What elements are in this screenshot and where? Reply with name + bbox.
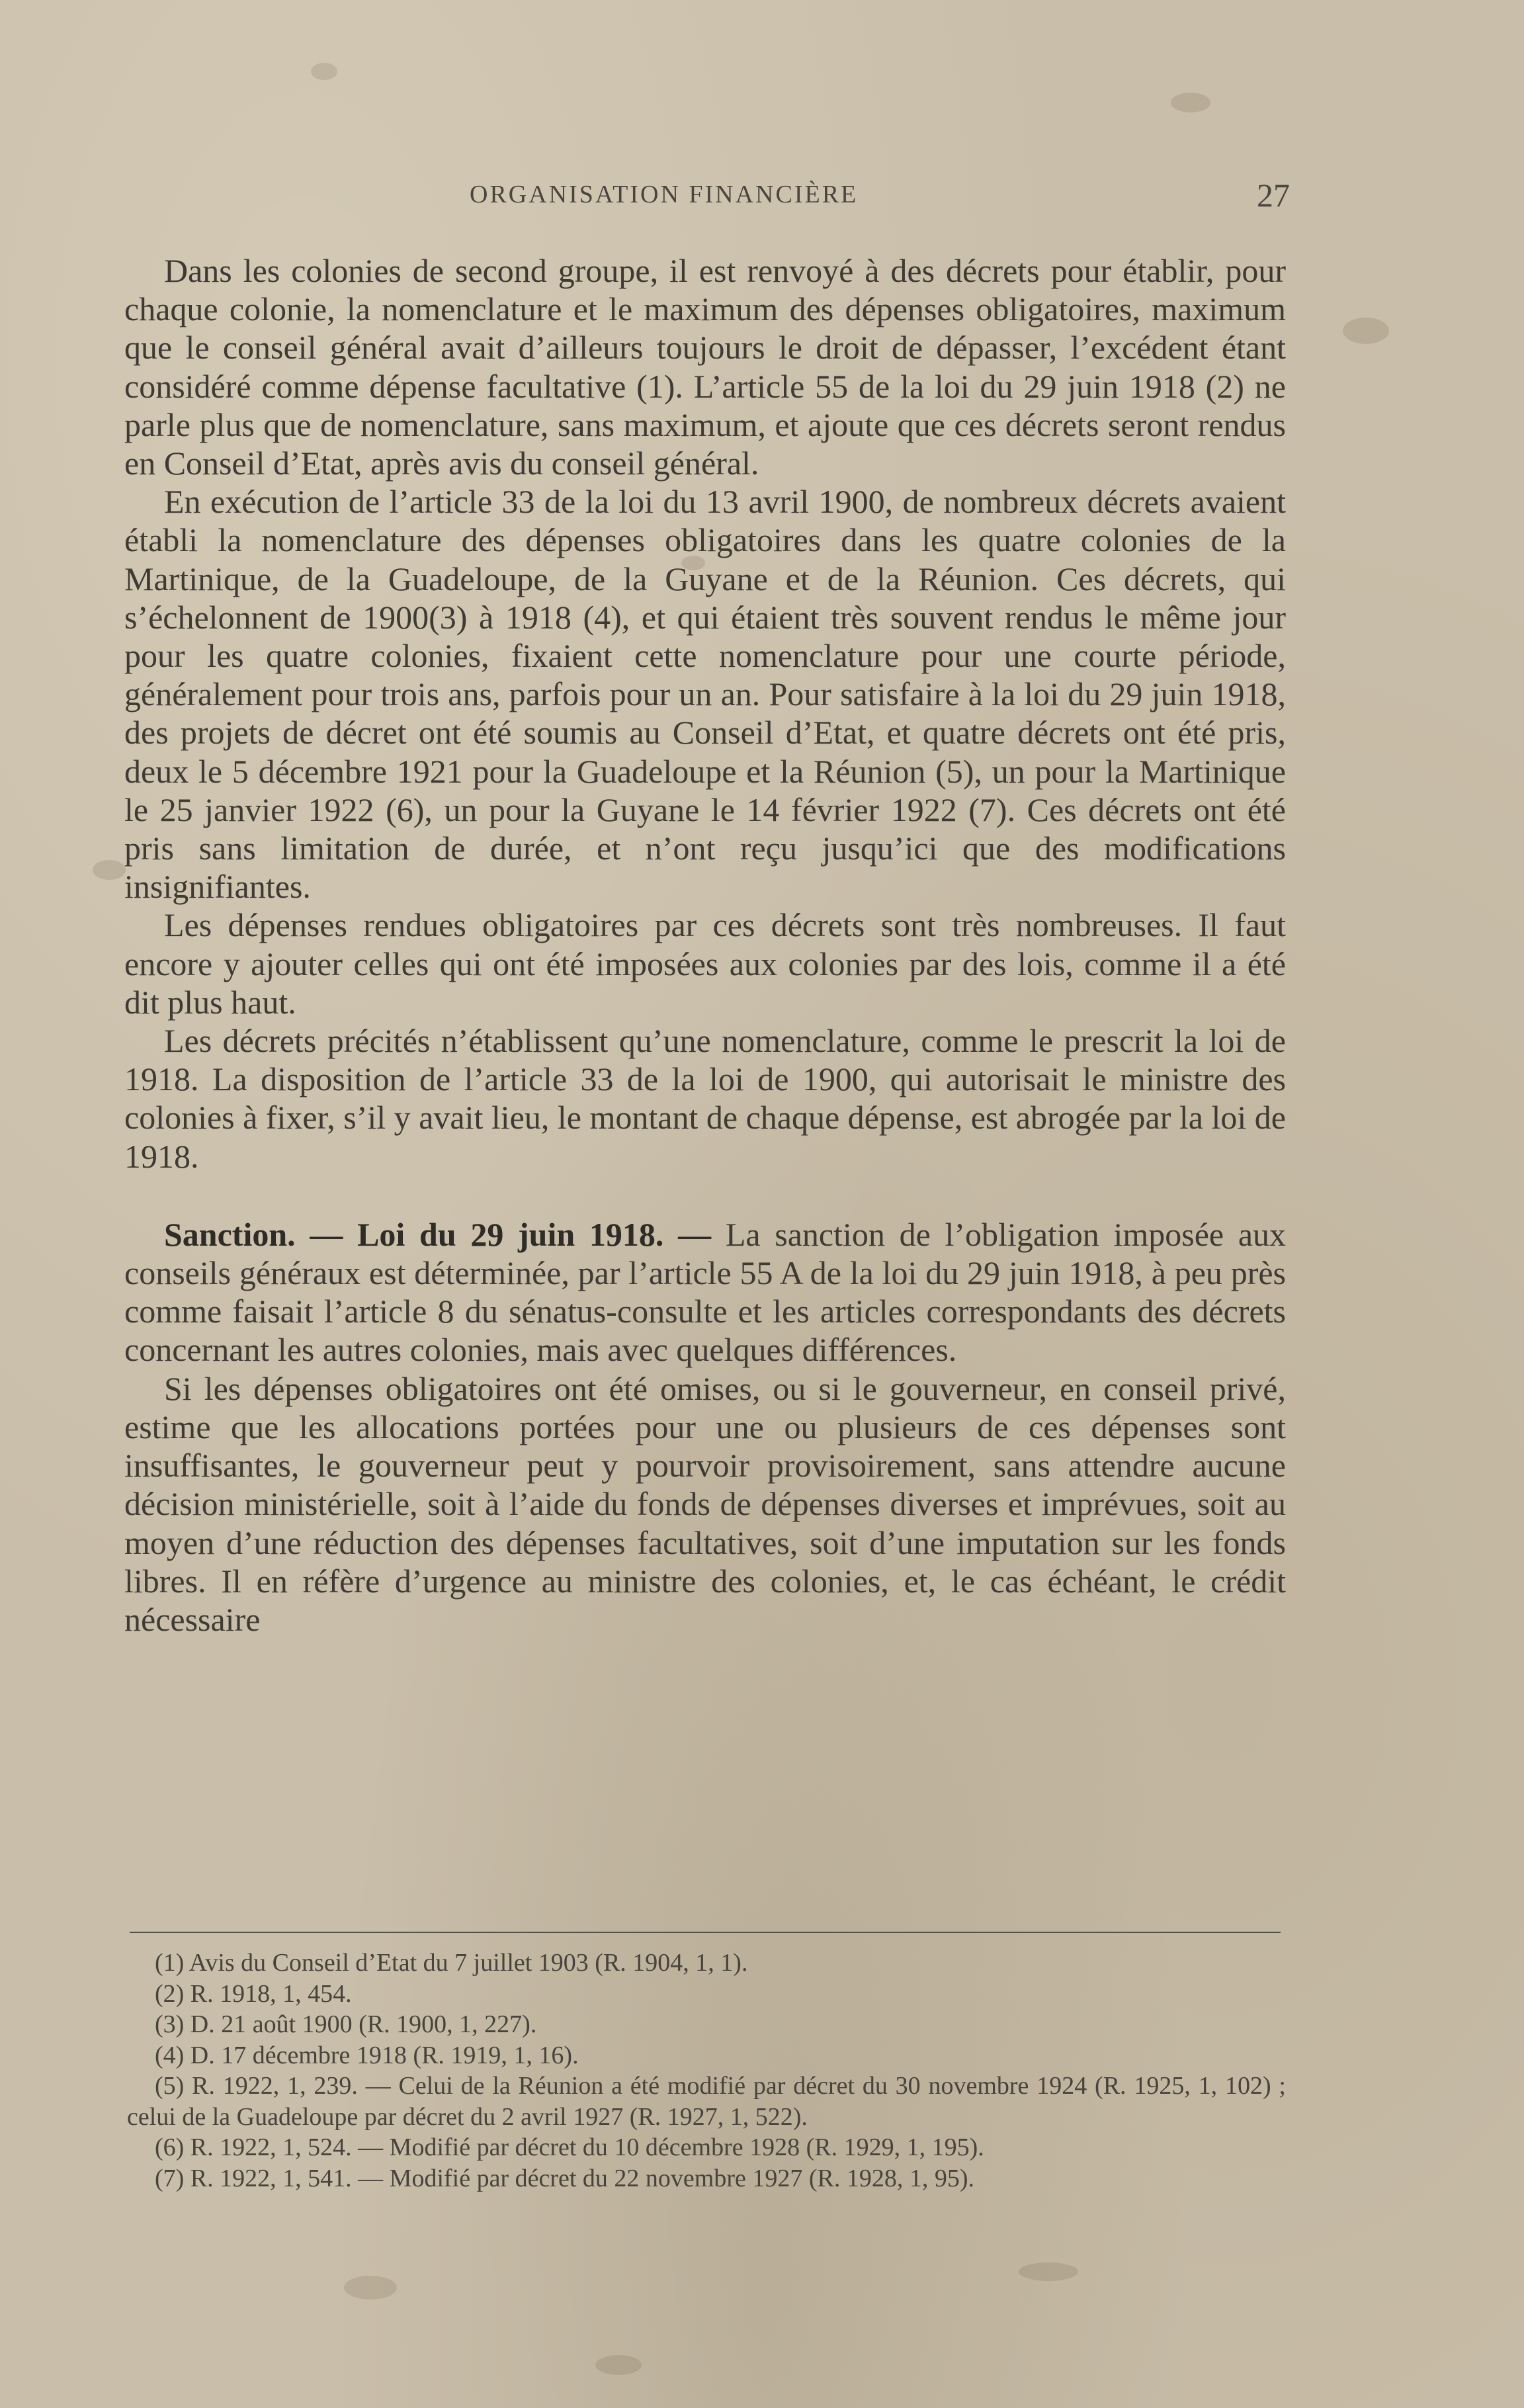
section-paragraph bbox=[124, 1215, 1286, 1369]
paper-stain bbox=[344, 2276, 397, 2300]
running-header bbox=[126, 177, 1290, 220]
body-paragraph: Si les dépenses obligatoires ont été omises, ou si le gouverneur, en conseil privé, estime que les allocations portées pour une ou plusieurs de ces dépenses sont insuffisantes, le gouverneur peut y pourvoir provisoirement, sans attendre aucune décision ministérielle, soit à l’aide du fonds de dépenses diverses et imprévues, soit au moyen d’une réduction des dépenses facultatives, soit d’une imputation sur les fonds libres. Il en réfère d’urgence au ministre des colonies, et, le cas échéant, le crédit nécessaire bbox=[124, 1369, 1286, 1638]
footnote: (6) R. 1922, 1, 524. — Modifié par décret du 10 décembre 1928 (R. 1929, 1, 195). bbox=[155, 2133, 984, 2161]
paper-stain bbox=[595, 2355, 642, 2375]
footnote: (7) R. 1922, 1, 541. — Modifié par décret du 22 novembre 1927 (R. 1928, 1, 95). bbox=[155, 2164, 975, 2192]
footnote: (1) Avis du Conseil d’Etat du 7 juillet 1903 (R. 1904, 1, 1). bbox=[155, 1949, 748, 1977]
paper-stain bbox=[93, 860, 126, 880]
footnote-divider bbox=[130, 1932, 1281, 1933]
footnote: (2) R. 1918, 1, 454. bbox=[155, 1979, 352, 2008]
footnote: (5) R. 1922, 1, 239. — Celui de la Réunion a été modifié par décret du 30 novembre 1924 (R. 1925, 1, 102) ; celui de la Guadeloupe par décret du 2 avril 1927 (R. 1927, 1, 522). bbox=[127, 2072, 1286, 2131]
footnote: (3) D. 21 août 1900 (R. 1900, 1, 227). bbox=[155, 2010, 537, 2038]
body-paragraph: Les décrets précités n’établissent qu’une nomenclature, comme le prescrit la loi de 1918. La disposition de l’article 33 de la loi de 1900, qui autorisait le ministre des colonies à fixer, s’il y avait lieu, le montant de chaque dépense, est abrogée par la loi de 1918. bbox=[124, 1022, 1286, 1175]
body-paragraph: Dans les colonies de second groupe, il est renvoyé à des décrets pour établir, pour chaque colonie, la nomenclature et le maximum des dépenses obligatoires, maximum que le conseil général avait d’ailleurs toujours le droit de dépasser, l’excédent étant considéré comme dépense facultative (1). L’article 55 de la loi du 29 juin 1918 (2) ne parle plus que de nomenclature, sans maximum, et ajoute que ces décrets seront rendus en Conseil d’Etat, après avis du conseil général. bbox=[124, 252, 1286, 482]
footnotes bbox=[127, 1948, 1286, 2194]
body-paragraph: Les dépenses rendues obligatoires par ces décrets sont très nombreuses. Il faut encore y ajouter celles qui ont été imposées aux colonies par des lois, comme il a été dit plus haut. bbox=[124, 906, 1286, 1021]
paper-stain bbox=[1171, 93, 1210, 112]
paper-stain bbox=[1343, 318, 1389, 344]
page-number: 27 bbox=[1257, 177, 1290, 214]
paper-stain bbox=[311, 63, 337, 80]
running-title: ORGANISATION FINANCIÈRE bbox=[470, 181, 859, 208]
section-heading: Sanction. — Loi du 29 juin 1918. — bbox=[164, 1215, 712, 1253]
main-text bbox=[124, 251, 1286, 1639]
section-paragraph-text: La sanction de l’obligation imposée aux conseils généraux est déterminée, par l’article 55 A de la loi du 29 juin 1918, à peu près comme faisait l’article 8 du sénatus-consulte et les articles correspondants des décrets concernant les autres colonies, mais avec quelques différences. bbox=[124, 1215, 1287, 1369]
footnote: (4) D. 17 décembre 1918 (R. 1919, 1, 16). bbox=[155, 2041, 579, 2069]
section-spacer bbox=[124, 1176, 1286, 1215]
body-paragraph: En exécution de l’article 33 de la loi du 13 avril 1900, de nombreux décrets avaient établi la nomenclature des dépenses obligatoires dans les quatre colonies de la Martinique, de la Guadeloupe, de la Guyane et de la Réunion. Ces décrets, qui s’échelonnent de 1900(3) à 1918 (4), et qui étaient très souvent rendus le même jour pour les quatre colonies, fixaient cette nomenclature pour une courte période, généralement pour trois ans, parfois pour un an. Pour satisfaire à la loi du 29 juin 1918, des projets de décret ont été soumis au Conseil d’Etat, et quatre décrets ont été pris, deux le 5 décembre 1921 pour la Guadeloupe et la Réunion (5), un pour la Martinique le 25 janvier 1922 (6), un pour la Guyane le 14 février 1922 (7). Ces décrets ont été pris sans limitation de durée, et n’ont reçu jusqu’ici que des modifications insignifiantes. bbox=[124, 483, 1286, 906]
paper-stain bbox=[1019, 2262, 1078, 2281]
